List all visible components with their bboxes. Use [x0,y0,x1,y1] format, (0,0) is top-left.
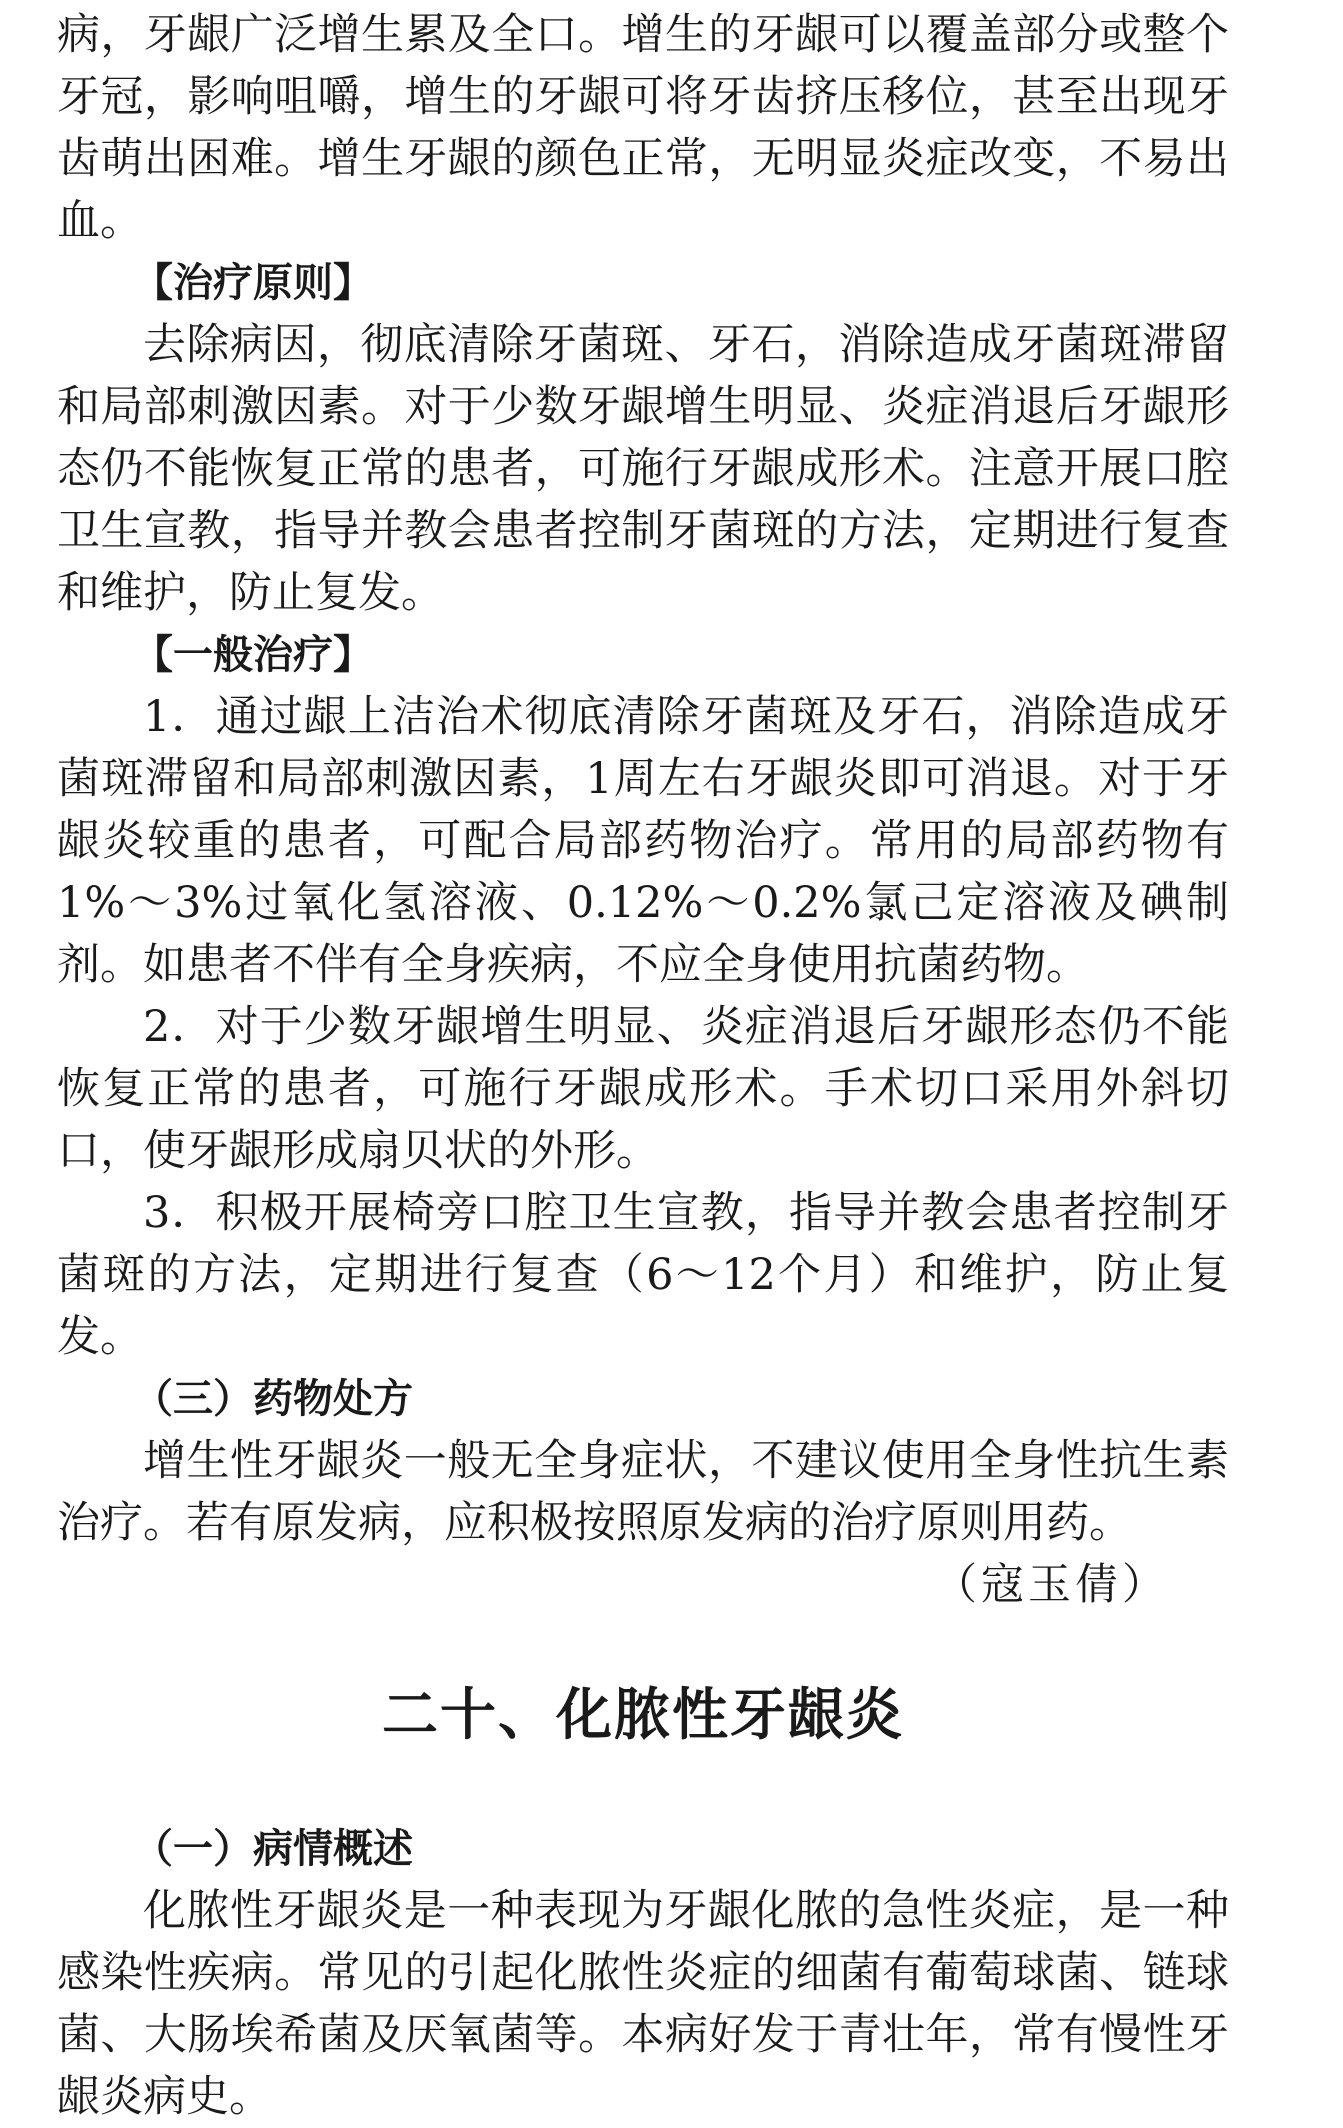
prescription-text: 增生性牙龈炎一般无全身症状，不建议使用全身性抗生素治疗。若有原发病，应积极按照原发病的治疗原则用药。 [57,1436,1229,1548]
general-treatment-item-1: 1．通过龈上洁治术彻底清除牙菌斑及牙石，消除造成牙菌斑滞留和局部刺激因素，1周左右牙龈炎即可消退。对于牙龈炎较重的患者，可配合局部药物治疗。常用的局部药物有1%～3%过氧化氢溶液、0.12%～0.2%氯己定溶液及碘制剂。如患者不伴有全身疾病，不应全身使用抗菌药物。 [57,692,1229,990]
prescription-heading: （三）药物处方 [133,1376,413,1422]
overview-text: 化脓性牙龈炎是一种表现为牙龈化脓的急性炎症，是一种感染性疾病。常见的引起化脓性炎症的细菌有葡萄球菌、链球菌、大肠埃希菌及厌氧菌等。本病好发于青壮年，常有慢性牙龈炎病史。 [57,1886,1229,2122]
document-page [57,4,1229,2128]
general-treatment-item-3: 3．积极开展椅旁口腔卫生宣教，指导并教会患者控制牙菌斑的方法，定期进行复查（6～12个月）和维护，防止复发。 [57,1188,1229,1362]
general-treatment-heading: 【一般治疗】 [133,632,373,678]
treatment-principle-heading: 【治疗原则】 [133,260,373,306]
overview-heading: （一）病情概述 [133,1826,413,1872]
continued-paragraph: 病，牙龈广泛增生累及全口。增生的牙龈可以覆盖部分或整个牙冠，影响咀嚼，增生的牙龈可将牙齿挤压移位，甚至出现牙齿萌出困难。增生牙龈的颜色正常，无明显炎症改变，不易出血。 [57,10,1229,246]
general-treatment-item-2: 2．对于少数牙龈增生明显、炎症消退后牙龈形态仍不能恢复正常的患者，可施行牙龈成形术。手术切口采用外斜切口，使牙龈形成扇贝状的外形。 [57,1002,1229,1176]
author-credit: （寇玉倩） [934,1560,1169,1610]
treatment-principle-text: 去除病因，彻底清除牙菌斑、牙石，消除造成牙菌斑滞留和局部刺激因素。对于少数牙龈增生明显、炎症消退后牙龈形态仍不能恢复正常的患者，可施行牙龈成形术。注意开展口腔卫生宣教，指导并教会患者控制牙菌斑的方法，定期进行复查和维护，防止复发。 [57,320,1229,618]
chapter-title: 二十、化脓性牙龈炎 [382,1683,904,1748]
